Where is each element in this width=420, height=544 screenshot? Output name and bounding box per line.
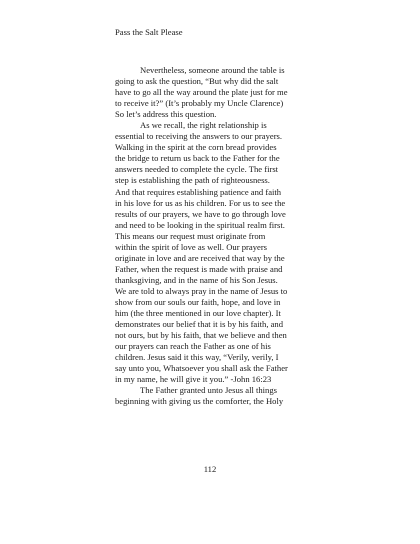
text-line: Walking in the spirit at the corn bread provides xyxy=(115,142,277,153)
text-line: originate in love and are received that way by the xyxy=(115,252,285,263)
body-text xyxy=(115,65,355,407)
text-line: essential to receiving the answers to our prayers. xyxy=(115,131,283,142)
text-line: in his love for us as his children. For us to see the xyxy=(115,197,286,208)
text-line: in my name, he will give it you.” -John 16:23 xyxy=(115,374,272,385)
running-header: Pass the Salt Please xyxy=(115,27,183,37)
text-line: As we recall, the right relationship is xyxy=(140,120,267,131)
text-line: step is establishing the path of righteousness. xyxy=(115,175,270,186)
text-line: We are told to always pray in the name of Jesus to xyxy=(115,285,288,296)
text-line: and need to be looking in the spiritual realm first. xyxy=(115,219,285,230)
text-line: have to go all the way around the plate just for me xyxy=(115,87,288,98)
text-line: answers needed to complete the cycle. The first xyxy=(115,164,279,175)
text-line: demonstrates our belief that it is by his faith, and xyxy=(115,319,284,330)
text-line: Father, when the request is made with praise and xyxy=(115,263,283,274)
text-line: So let’s address this question. xyxy=(115,109,217,120)
text-line: within the spirit of love as well. Our prayers xyxy=(115,241,268,252)
text-line: This means our request must originate from xyxy=(115,230,266,241)
text-line: The Father granted unto Jesus all things xyxy=(140,385,277,396)
page-number: 112 xyxy=(203,464,217,474)
text-line: to receive it?” (It’s probably my Uncle Clarence) xyxy=(115,98,284,109)
text-line: going to ask the question, “But why did the salt xyxy=(115,76,279,87)
text-line: Nevertheless, someone around the table is xyxy=(140,65,285,75)
text-line: show from our souls our faith, hope, and love in xyxy=(115,296,281,307)
text-line: say unto you, Whatsoever you shall ask the Father xyxy=(115,363,288,374)
text-line: the bridge to return us back to the Father for the xyxy=(115,153,280,164)
text-line: not ours, but by his faith, that we believe and then xyxy=(115,330,287,341)
text-line: beginning with giving us the comforter, the Holy xyxy=(115,396,284,407)
text-line: thanksgiving, and in the name of his Son Jesus. xyxy=(115,274,278,285)
text-line: him (the three mentioned in our love chapter). It xyxy=(115,308,281,319)
text-line: results of our prayers, we have to go through love xyxy=(115,208,286,219)
text-line: children. Jesus said it this way, “Verily, verily, I xyxy=(115,352,279,363)
text-line: And that requires establishing patience and faith xyxy=(115,186,282,197)
text-line: our prayers can reach the Father as one of his xyxy=(115,341,271,352)
